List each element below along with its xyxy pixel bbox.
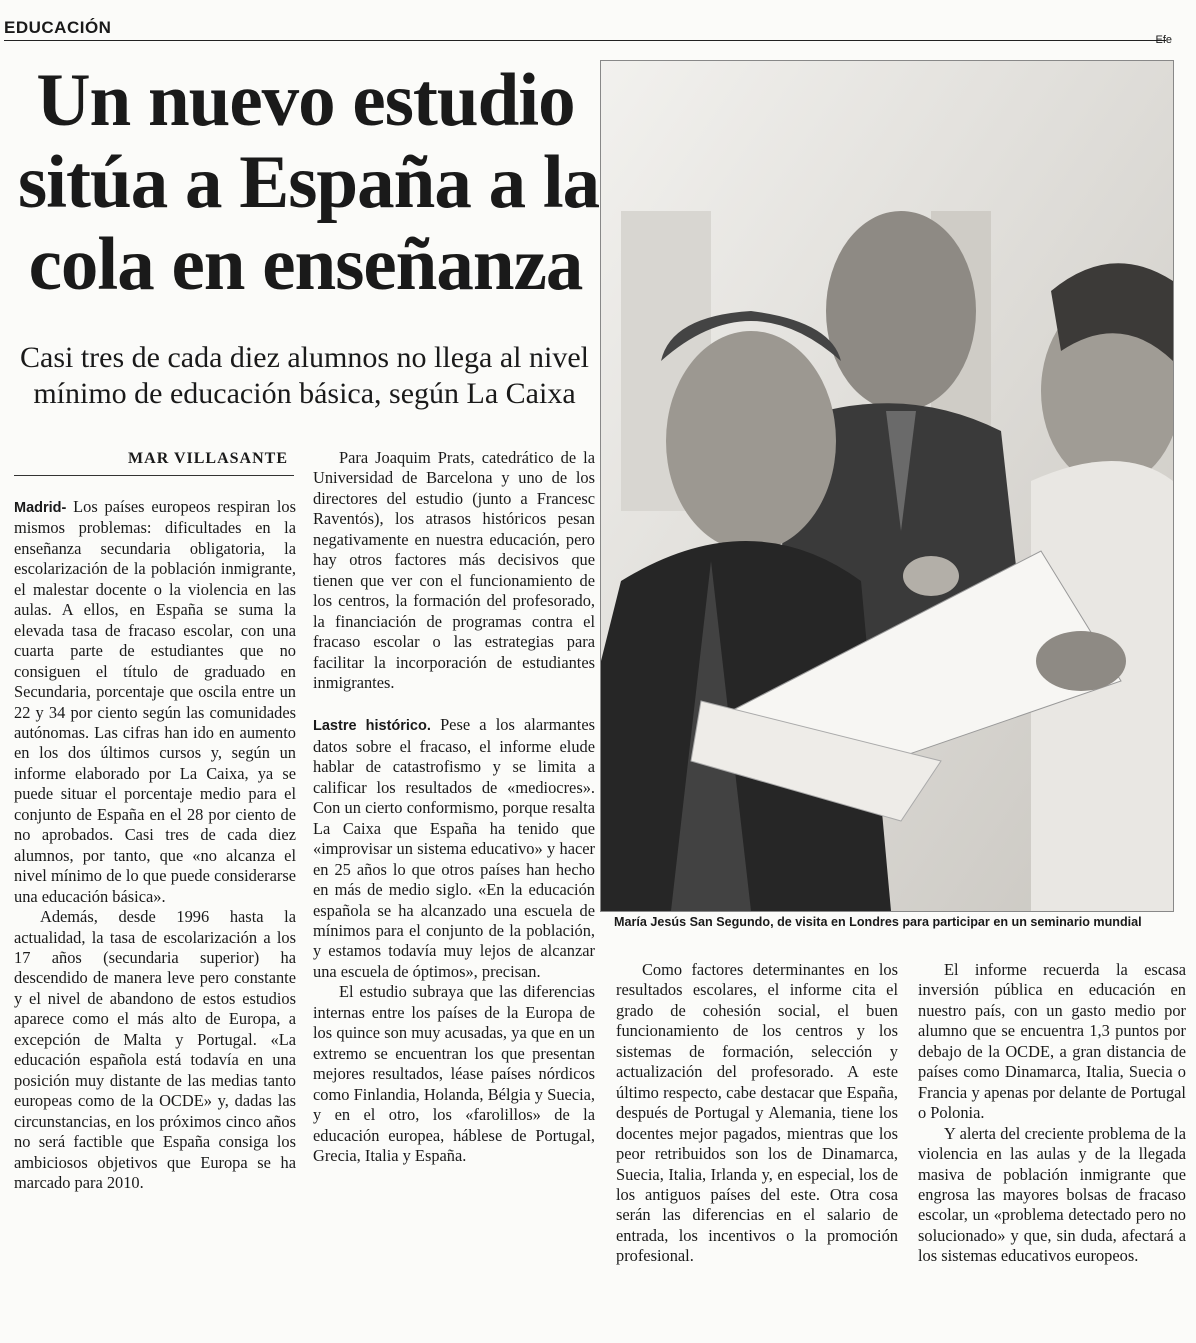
section-label: EDUCACIÓN: [4, 18, 112, 37]
paragraph-text: Los países europeos respiran los mismos problemas: dificultades en la enseñanza secundaria obligatoria, la escolarización de la población inmigrante, el malestar docente o la violencia en las aulas. A ellos, en España se suma la elevada tasa de fracaso escolar, con una cuarta parte de estudiantes que no consiguen el título de graduado en Secundaria, porcentaje que oscila entre un 22 y 34 por ciento según las comunidades autónomas. Las cifras han ido en aumento en los dos últimos cursos y, según un informe elaborado por La Caixa, ya se puede situar el porcentaje medio para el conjunto de España en el 28 por ciento de no aprobados. Casi tres de cada diez alumnos, por tanto, que «no alcanza el nivel mínimo de lo que puede considerarse una educación básica».: [14, 497, 296, 906]
article-paragraph: [313, 715, 595, 982]
byline: MAR VILLASANTE: [128, 450, 288, 467]
headline-line: sitúa a España a la: [18, 141, 600, 224]
article-paragraph: Como factores determinantes en los resultados escolares, el informe cita el grado de cohesión social, el buen funcionamiento de los centros y los sistemas de formación, selección y actualización del profesorado. A este último respecto, cabe destacar que España, después de Portugal y Alemania, tiene los docentes mejor pagados, mientras que los peor retribuidos son los de Dinamarca, Suecia, Italia, Irlanda y, en especial, los de los antiguos países del este. Otra cosa serán las diferencias en el salario de entrada, los incentivos o la promoción profesional.: [616, 960, 898, 1266]
photo-illustration: [601, 61, 1173, 911]
byline-rule: [14, 475, 294, 476]
article-column-4: [918, 960, 1186, 1267]
dateline: Madrid-: [14, 500, 67, 516]
article-column-2: [313, 448, 595, 1166]
headline: [18, 59, 600, 306]
article-paragraph: [14, 497, 296, 907]
headline-line: cola en enseñanza: [28, 223, 583, 306]
article-paragraph: Para Joaquim Prats, catedrático de la Universidad de Barcelona y uno de los directores del estudio (junto a Francesc Raventós), los atrasos históricos pesan negativamente en nuestra educación, pero hay otros factores más decisivos que tienen que ver con el funcionamiento de los centros, la formación del profesorado, la financiación de programas contra el fracaso escolar o las estrategias para facilitar la incorporación de estudiantes inmigrantes.: [313, 448, 595, 692]
headline-line: Un nuevo estudio: [36, 59, 575, 142]
article-paragraph: Además, desde 1996 hasta la actualidad, la tasa de escolarización a los 17 años (secundaria superior) ha descendido de manera leve pero constante y el nivel de abandono de estos estudios aparece como el más alto de Europa, a excepción de Malta y Portugal. «La educación española está todavía en una posición muy distante de las medias tanto europeas como de la OCDE» y, dadas las circunstancias, en los próximos cinco años no será factible que España consiga los ambiciosos objetivos que Europa se ha marcado para 2010.: [14, 907, 296, 1192]
subheadline-line: Casi tres de cada diez alumnos no llega al nivel: [20, 341, 589, 374]
paragraph-text: Pese a los alarmantes datos sobre el fracaso, el informe elude hablar de catastrofismo y se limita a calificar los resultados de «mediocres». Con un cierto conformismo, porque resalta La Caixa que España ha tenido que «improvisar un sistema educativo» y hacer en 25 años lo que otros países han hecho en más de medio siglo. «En la educación española se ha alcanzado una escuela de mínimos para el conjunto de la población, y estamos todavía muy lejos de alcanzar una escuela de óptimos», precisan.: [313, 715, 595, 981]
crosshead: Lastre histórico.: [313, 718, 431, 735]
photo-credit: Efe: [1155, 34, 1172, 46]
article-column-3: [616, 960, 898, 1267]
article-paragraph: El informe recuerda la escasa inversión pública en educación en nuestro país, con un gasto medio por alumno que se encuentra 1,3 puntos por debajo de la OCDE, a gran distancia de países como Dinamarca, Italia, Suecia o Francia y apenas por delante de Portugal o Polonia.: [918, 960, 1186, 1123]
article-paragraph: El estudio subraya que las diferencias internas entre los países de la Europa de los quince son muy acusadas, ya que en un extremo se encuentran los que presentan mejores resultados, léase países nórdicos como Finlandia, Holanda, Bélgia y Suecia, y en el otro, los «farolillos» de la educación europea, háblese de Portugal, Grecia, Italia y España.: [313, 982, 595, 1165]
subheadline: [12, 340, 597, 412]
photo-caption: María Jesús San Segundo, de visita en Londres para participar en un seminario mundial: [614, 915, 1142, 929]
subheadline-line: mínimo de educación básica, según La Caixa: [33, 377, 576, 410]
section-rule: [4, 40, 1166, 41]
article-paragraph: Y alerta del creciente problema de la violencia en las aulas y de la llegada masiva de población inmigrante que engrosa las mayores bolsas de fracaso escolar, un «problema detectado pero no solucionado» y que, sin duda, afectará a los sistemas educativos europeos.: [918, 1123, 1186, 1266]
article-column-1: [14, 497, 296, 1193]
news-photo: [600, 60, 1174, 912]
